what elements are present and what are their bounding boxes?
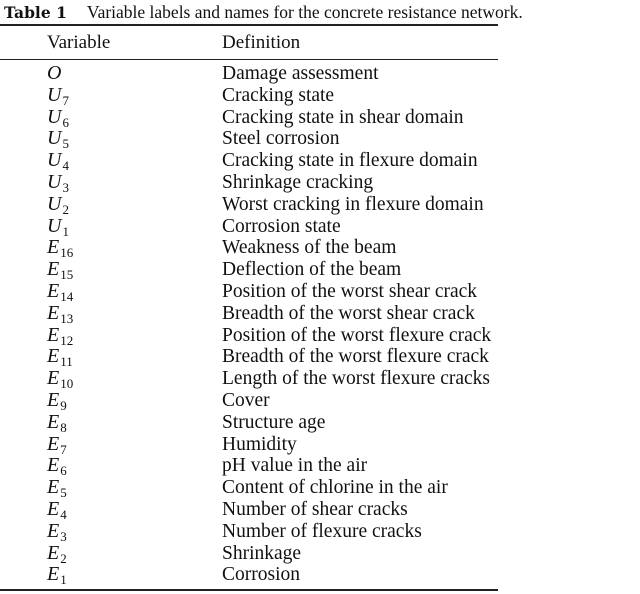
variable-subscript: 5: [60, 485, 67, 501]
table-row: [0, 390, 640, 412]
variable-letter: E: [47, 258, 60, 281]
variable-letter: E: [47, 432, 60, 455]
caption-text: Variable labels and names for the concrete resistance network.: [86, 2, 523, 22]
table-row: [0, 85, 640, 107]
variable-definition: Worst cracking in flexure domain: [222, 193, 484, 215]
table-row: [0, 455, 640, 477]
variable-letter: E: [47, 345, 60, 368]
variable-subscript: 5: [62, 136, 69, 152]
variable-letter: O: [47, 62, 62, 84]
variable-subscript: 16: [60, 245, 74, 261]
table-row: [0, 564, 640, 586]
variable-definition: Cracking state: [222, 84, 335, 106]
variable-letter: U: [47, 83, 62, 106]
variable-subscript: 7: [60, 441, 67, 457]
variable-symbol: [47, 564, 67, 590]
variable-subscript: 1: [60, 572, 67, 588]
table-row: [0, 150, 640, 172]
table-row: [0, 477, 640, 499]
variable-letter: E: [47, 279, 60, 302]
variable-letter: U: [47, 105, 62, 128]
variable-definition: pH value in the air: [222, 455, 368, 477]
variable-subscript: 10: [60, 376, 74, 392]
variable-letter: E: [47, 388, 60, 411]
variable-subscript: 9: [60, 397, 67, 413]
variable-letter: E: [47, 497, 60, 520]
variable-definition: Corrosion: [222, 564, 300, 586]
variable-subscript: 13: [60, 310, 74, 326]
column-header-definition: Definition: [222, 32, 301, 53]
variable-definition: Shrinkage: [222, 542, 302, 564]
variable-subscript: 2: [62, 201, 69, 217]
variable-subscript: 6: [62, 114, 69, 130]
variable-letter: U: [47, 192, 62, 215]
variable-letter: E: [47, 323, 60, 346]
table-row: [0, 521, 640, 543]
variable-definition: Damage assessment: [222, 63, 379, 84]
variable-definition: Corrosion state: [222, 215, 341, 237]
table-row: [0, 303, 640, 325]
table-row: [0, 259, 640, 281]
variable-definition: Weakness of the beam: [222, 237, 397, 259]
table-row: [0, 325, 640, 347]
table-row: [0, 346, 640, 368]
variable-definition: Number of shear cracks: [222, 498, 408, 520]
variable-letter: U: [47, 214, 62, 237]
variable-definition: Length of the worst flexure cracks: [222, 368, 491, 390]
variable-subscript: 7: [62, 92, 69, 108]
variable-letter: E: [47, 563, 60, 586]
variable-letter: E: [47, 541, 60, 564]
variable-definition: Number of flexure cracks: [222, 520, 422, 542]
variable-letter: E: [47, 519, 60, 542]
variable-subscript: 1: [62, 223, 69, 239]
table-row: [0, 499, 640, 521]
variable-subscript: 11: [60, 354, 73, 370]
table-row: [0, 172, 640, 194]
variable-subscript: 15: [60, 267, 74, 283]
table-row: [0, 216, 640, 238]
table-row: [0, 543, 640, 565]
variable-letter: E: [47, 410, 60, 433]
variable-letter: U: [47, 127, 62, 150]
variable-subscript: 8: [60, 419, 67, 435]
variable-subscript: 12: [60, 332, 74, 348]
top-rule: [0, 24, 498, 26]
header-rule: [0, 59, 498, 60]
variable-definition: Breadth of the worst shear crack: [222, 302, 475, 324]
variable-definition: Position of the worst flexure crack: [222, 324, 492, 346]
variable-subscript: 14: [60, 288, 74, 304]
variable-subscript: 4: [60, 506, 67, 522]
variable-definition: Content of chlorine in the air: [222, 477, 448, 499]
variable-definition: Position of the worst shear crack: [222, 280, 478, 302]
variable-letter: E: [47, 367, 60, 390]
variable-subscript: 2: [60, 550, 67, 566]
table-row: [0, 237, 640, 259]
variable-definition: Shrinkage cracking: [222, 171, 374, 193]
variable-subscript: 3: [60, 528, 67, 544]
variable-letter: E: [47, 301, 60, 324]
table-caption: [4, 2, 523, 23]
variable-definition: Structure age: [222, 411, 326, 433]
table-row: [0, 368, 640, 390]
variable-definition: Cracking state in flexure domain: [222, 150, 478, 172]
variable-letter: E: [47, 236, 60, 259]
table-row: [0, 63, 640, 85]
variable-letter: U: [47, 149, 62, 172]
table-body: [0, 63, 640, 586]
variable-definition: Steel corrosion: [222, 128, 340, 150]
variable-definition: Cover: [222, 389, 270, 411]
table-row: [0, 107, 640, 129]
variable-definition: Breadth of the worst flexure crack: [222, 346, 489, 368]
variable-definition: Humidity: [222, 433, 297, 455]
table-row: [0, 412, 640, 434]
variable-subscript: 6: [60, 463, 67, 479]
variable-definition: Cracking state in shear domain: [222, 106, 464, 128]
variable-letter: E: [47, 476, 60, 499]
table-row: [0, 281, 640, 303]
variable-letter: U: [47, 170, 62, 193]
table-row: [0, 434, 640, 456]
bottom-rule: [0, 589, 498, 591]
variable-subscript: 4: [62, 158, 69, 174]
variable-subscript: 3: [62, 179, 69, 195]
table-label: Table 1: [4, 3, 67, 22]
table-row: [0, 194, 640, 216]
table-row: [0, 128, 640, 150]
column-header-variable: Variable: [47, 32, 111, 53]
variable-letter: E: [47, 454, 60, 477]
variable-definition: Deflection of the beam: [222, 259, 402, 281]
